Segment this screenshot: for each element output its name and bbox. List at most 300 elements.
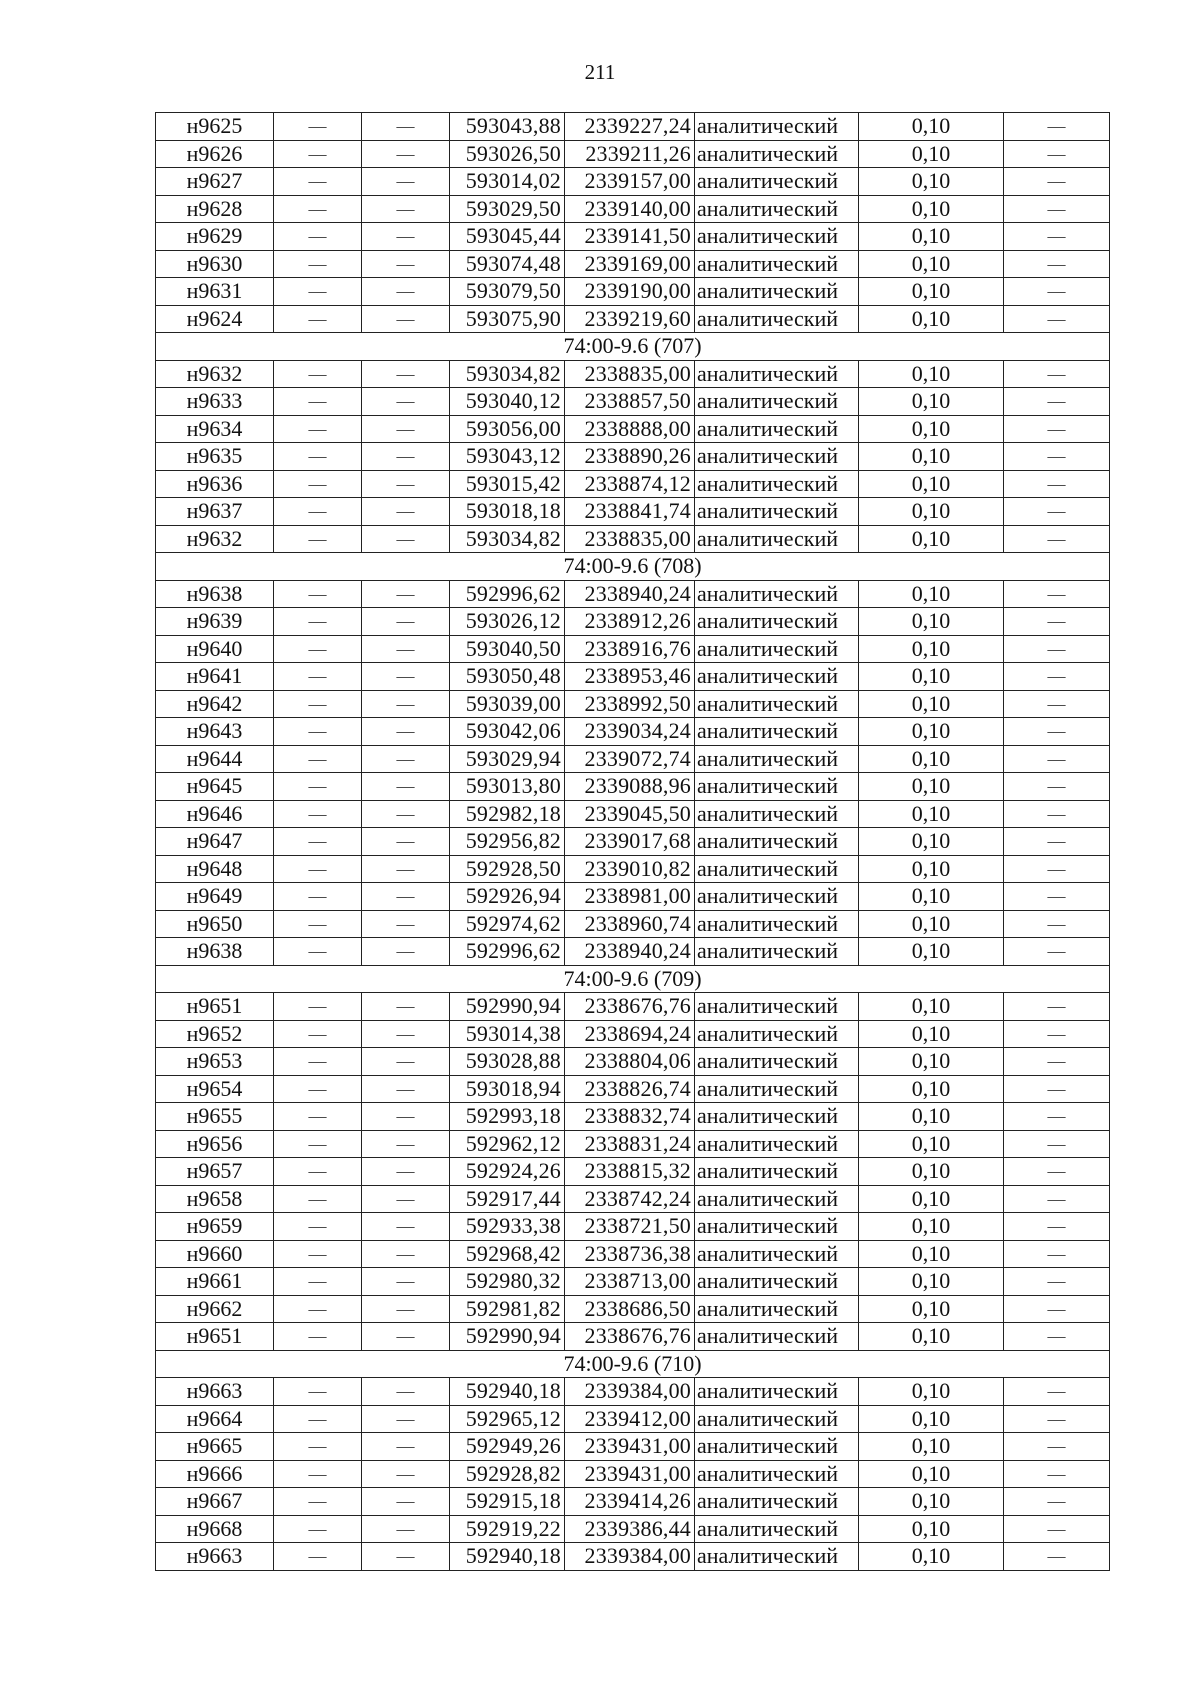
x-coordinate-cell: 592940,18 <box>450 1378 565 1406</box>
section-header-row <box>156 553 1110 581</box>
dash-cell: — <box>362 1020 450 1048</box>
precision-cell: 0,10 <box>859 278 1004 306</box>
y-coordinate-cell: 2338953,46 <box>565 663 695 691</box>
precision-cell: 0,10 <box>859 718 1004 746</box>
page-number: 211 <box>584 60 616 84</box>
dash-cell: — <box>362 635 450 663</box>
dash-cell: — <box>1004 140 1110 168</box>
point-id-cell: н9632 <box>156 525 274 553</box>
y-coordinate-cell: 2339017,68 <box>565 828 695 856</box>
dash-cell: — <box>274 883 362 911</box>
y-coordinate-cell: 2338940,24 <box>565 580 695 608</box>
y-coordinate-cell: 2338841,74 <box>565 498 695 526</box>
precision-cell: 0,10 <box>859 1268 1004 1296</box>
dash-cell: — <box>274 168 362 196</box>
dash-cell: — <box>362 415 450 443</box>
point-id-cell: н9638 <box>156 580 274 608</box>
dash-cell: — <box>274 1103 362 1131</box>
point-id-cell: н9668 <box>156 1515 274 1543</box>
x-coordinate-cell: 593043,12 <box>450 443 565 471</box>
dash-cell: — <box>362 690 450 718</box>
y-coordinate-cell: 2338831,24 <box>565 1130 695 1158</box>
point-id-cell: н9649 <box>156 883 274 911</box>
precision-cell: 0,10 <box>859 250 1004 278</box>
dash-cell: — <box>274 443 362 471</box>
precision-cell: 0,10 <box>859 305 1004 333</box>
dash-cell: — <box>274 140 362 168</box>
point-id-cell: н9654 <box>156 1075 274 1103</box>
dash-cell: — <box>1004 635 1110 663</box>
dash-cell: — <box>1004 470 1110 498</box>
x-coordinate-cell: 592965,12 <box>450 1405 565 1433</box>
dash-cell: — <box>274 828 362 856</box>
x-coordinate-cell: 593029,50 <box>450 195 565 223</box>
dash-cell: — <box>362 993 450 1021</box>
point-id-cell: н9666 <box>156 1460 274 1488</box>
dash-cell: — <box>362 360 450 388</box>
method-cell: аналитический <box>695 938 859 966</box>
x-coordinate-cell: 593028,88 <box>450 1048 565 1076</box>
section-label: 74:00-9.6 (707) <box>156 333 1110 361</box>
x-coordinate-cell: 593014,02 <box>450 168 565 196</box>
dash-cell: — <box>362 195 450 223</box>
x-coordinate-cell: 593074,48 <box>450 250 565 278</box>
method-cell: аналитический <box>695 1543 859 1571</box>
dash-cell: — <box>362 910 450 938</box>
dash-cell: — <box>1004 1213 1110 1241</box>
dash-cell: — <box>362 1158 450 1186</box>
precision-cell: 0,10 <box>859 1020 1004 1048</box>
table-row <box>156 1378 1110 1406</box>
point-id-cell: н9650 <box>156 910 274 938</box>
table-body <box>156 113 1110 1571</box>
dash-cell: — <box>1004 1240 1110 1268</box>
dash-cell: — <box>1004 663 1110 691</box>
table-row <box>156 1130 1110 1158</box>
dash-cell: — <box>362 1295 450 1323</box>
table-row <box>156 1295 1110 1323</box>
x-coordinate-cell: 592928,50 <box>450 855 565 883</box>
method-cell: аналитический <box>695 910 859 938</box>
dash-cell: — <box>274 525 362 553</box>
table-row <box>156 1460 1110 1488</box>
y-coordinate-cell: 2339141,50 <box>565 223 695 251</box>
method-cell: аналитический <box>695 113 859 141</box>
point-id-cell: н9641 <box>156 663 274 691</box>
dash-cell: — <box>1004 443 1110 471</box>
method-cell: аналитический <box>695 1323 859 1351</box>
y-coordinate-cell: 2339034,24 <box>565 718 695 746</box>
dash-cell: — <box>1004 690 1110 718</box>
x-coordinate-cell: 593015,42 <box>450 470 565 498</box>
table-row <box>156 1103 1110 1131</box>
dash-cell: — <box>362 745 450 773</box>
dash-cell: — <box>1004 1323 1110 1351</box>
x-coordinate-cell: 592956,82 <box>450 828 565 856</box>
dash-cell: — <box>274 1515 362 1543</box>
point-id-cell: н9655 <box>156 1103 274 1131</box>
point-id-cell: н9633 <box>156 388 274 416</box>
point-id-cell: н9629 <box>156 223 274 251</box>
dash-cell: — <box>274 223 362 251</box>
x-coordinate-cell: 592917,44 <box>450 1185 565 1213</box>
point-id-cell: н9640 <box>156 635 274 663</box>
dash-cell: — <box>274 1488 362 1516</box>
method-cell: аналитический <box>695 1433 859 1461</box>
point-id-cell: н9628 <box>156 195 274 223</box>
x-coordinate-cell: 592933,38 <box>450 1213 565 1241</box>
method-cell: аналитический <box>695 1268 859 1296</box>
point-id-cell: н9630 <box>156 250 274 278</box>
method-cell: аналитический <box>695 1295 859 1323</box>
dash-cell: — <box>1004 855 1110 883</box>
dash-cell: — <box>1004 938 1110 966</box>
point-id-cell: н9653 <box>156 1048 274 1076</box>
point-id-cell: н9638 <box>156 938 274 966</box>
point-id-cell: н9644 <box>156 745 274 773</box>
dash-cell: — <box>362 663 450 691</box>
precision-cell: 0,10 <box>859 1378 1004 1406</box>
precision-cell: 0,10 <box>859 1048 1004 1076</box>
point-id-cell: н9625 <box>156 113 274 141</box>
dash-cell: — <box>362 1405 450 1433</box>
method-cell: аналитический <box>695 1405 859 1433</box>
precision-cell: 0,10 <box>859 1158 1004 1186</box>
precision-cell: 0,10 <box>859 470 1004 498</box>
dash-cell: — <box>362 608 450 636</box>
y-coordinate-cell: 2338835,00 <box>565 525 695 553</box>
precision-cell: 0,10 <box>859 168 1004 196</box>
dash-cell: — <box>1004 223 1110 251</box>
x-coordinate-cell: 592962,12 <box>450 1130 565 1158</box>
precision-cell: 0,10 <box>859 443 1004 471</box>
method-cell: аналитический <box>695 1130 859 1158</box>
dash-cell: — <box>362 1213 450 1241</box>
dash-cell: — <box>274 663 362 691</box>
dash-cell: — <box>274 1268 362 1296</box>
dash-cell: — <box>362 1460 450 1488</box>
point-id-cell: н9658 <box>156 1185 274 1213</box>
dash-cell: — <box>1004 525 1110 553</box>
method-cell: аналитический <box>695 1240 859 1268</box>
point-id-cell: н9663 <box>156 1378 274 1406</box>
method-cell: аналитический <box>695 883 859 911</box>
method-cell: аналитический <box>695 855 859 883</box>
section-label: 74:00-9.6 (709) <box>156 965 1110 993</box>
dash-cell: — <box>1004 195 1110 223</box>
section-header-row <box>156 965 1110 993</box>
table-row <box>156 580 1110 608</box>
dash-cell: — <box>1004 828 1110 856</box>
dash-cell: — <box>1004 1020 1110 1048</box>
method-cell: аналитический <box>695 415 859 443</box>
dash-cell: — <box>1004 278 1110 306</box>
method-cell: аналитический <box>695 1158 859 1186</box>
precision-cell: 0,10 <box>859 1213 1004 1241</box>
x-coordinate-cell: 592996,62 <box>450 580 565 608</box>
method-cell: аналитический <box>695 250 859 278</box>
table-row <box>156 690 1110 718</box>
x-coordinate-cell: 592915,18 <box>450 1488 565 1516</box>
table-row <box>156 1515 1110 1543</box>
dash-cell: — <box>274 745 362 773</box>
dash-cell: — <box>1004 1185 1110 1213</box>
precision-cell: 0,10 <box>859 1543 1004 1571</box>
dash-cell: — <box>274 993 362 1021</box>
dash-cell: — <box>362 140 450 168</box>
dash-cell: — <box>1004 773 1110 801</box>
dash-cell: — <box>362 1130 450 1158</box>
method-cell: аналитический <box>695 168 859 196</box>
dash-cell: — <box>274 1158 362 1186</box>
method-cell: аналитический <box>695 360 859 388</box>
table-row <box>156 855 1110 883</box>
x-coordinate-cell: 592990,94 <box>450 1323 565 1351</box>
dash-cell: — <box>362 223 450 251</box>
table-row <box>156 745 1110 773</box>
y-coordinate-cell: 2338890,26 <box>565 443 695 471</box>
point-id-cell: н9646 <box>156 800 274 828</box>
method-cell: аналитический <box>695 690 859 718</box>
dash-cell: — <box>274 608 362 636</box>
table-row <box>156 140 1110 168</box>
x-coordinate-cell: 593034,82 <box>450 360 565 388</box>
table-row <box>156 1323 1110 1351</box>
dash-cell: — <box>362 773 450 801</box>
point-id-cell: н9647 <box>156 828 274 856</box>
y-coordinate-cell: 2338960,74 <box>565 910 695 938</box>
dash-cell: — <box>362 1268 450 1296</box>
y-coordinate-cell: 2338857,50 <box>565 388 695 416</box>
x-coordinate-cell: 593079,50 <box>450 278 565 306</box>
dash-cell: — <box>1004 1405 1110 1433</box>
dash-cell: — <box>274 388 362 416</box>
y-coordinate-cell: 2339211,26 <box>565 140 695 168</box>
point-id-cell: н9667 <box>156 1488 274 1516</box>
table-row <box>156 195 1110 223</box>
dash-cell: — <box>362 1048 450 1076</box>
x-coordinate-cell: 593045,44 <box>450 223 565 251</box>
dash-cell: — <box>1004 580 1110 608</box>
table-row <box>156 415 1110 443</box>
dash-cell: — <box>362 1103 450 1131</box>
x-coordinate-cell: 592990,94 <box>450 993 565 1021</box>
table-row <box>156 278 1110 306</box>
table-row <box>156 663 1110 691</box>
y-coordinate-cell: 2338736,38 <box>565 1240 695 1268</box>
table-row <box>156 1020 1110 1048</box>
y-coordinate-cell: 2338676,76 <box>565 993 695 1021</box>
table-row <box>156 1268 1110 1296</box>
dash-cell: — <box>1004 1378 1110 1406</box>
table-row <box>156 1213 1110 1241</box>
point-id-cell: н9626 <box>156 140 274 168</box>
table-row <box>156 498 1110 526</box>
dash-cell: — <box>274 1075 362 1103</box>
precision-cell: 0,10 <box>859 745 1004 773</box>
precision-cell: 0,10 <box>859 883 1004 911</box>
precision-cell: 0,10 <box>859 415 1004 443</box>
y-coordinate-cell: 2339088,96 <box>565 773 695 801</box>
point-id-cell: н9635 <box>156 443 274 471</box>
table-row <box>156 1240 1110 1268</box>
dash-cell: — <box>362 305 450 333</box>
dash-cell: — <box>362 113 450 141</box>
method-cell: аналитический <box>695 663 859 691</box>
dash-cell: — <box>1004 1075 1110 1103</box>
table-row <box>156 1543 1110 1571</box>
dash-cell: — <box>1004 1268 1110 1296</box>
dash-cell: — <box>274 1460 362 1488</box>
dash-cell: — <box>1004 250 1110 278</box>
point-id-cell: н9639 <box>156 608 274 636</box>
dash-cell: — <box>274 1543 362 1571</box>
dash-cell: — <box>274 195 362 223</box>
dash-cell: — <box>274 1130 362 1158</box>
method-cell: аналитический <box>695 828 859 856</box>
y-coordinate-cell: 2338815,32 <box>565 1158 695 1186</box>
dash-cell: — <box>274 250 362 278</box>
precision-cell: 0,10 <box>859 1488 1004 1516</box>
point-id-cell: н9634 <box>156 415 274 443</box>
point-id-cell: н9648 <box>156 855 274 883</box>
method-cell: аналитический <box>695 1378 859 1406</box>
y-coordinate-cell: 2339010,82 <box>565 855 695 883</box>
table-row <box>156 1433 1110 1461</box>
dash-cell: — <box>274 855 362 883</box>
precision-cell: 0,10 <box>859 635 1004 663</box>
x-coordinate-cell: 593056,00 <box>450 415 565 443</box>
dash-cell: — <box>1004 415 1110 443</box>
precision-cell: 0,10 <box>859 1515 1004 1543</box>
point-id-cell: н9662 <box>156 1295 274 1323</box>
table-row <box>156 1158 1110 1186</box>
dash-cell: — <box>1004 993 1110 1021</box>
x-coordinate-cell: 593018,18 <box>450 498 565 526</box>
precision-cell: 0,10 <box>859 855 1004 883</box>
table-row <box>156 223 1110 251</box>
table-row <box>156 113 1110 141</box>
dash-cell: — <box>1004 168 1110 196</box>
table-row <box>156 993 1110 1021</box>
table-row <box>156 305 1110 333</box>
y-coordinate-cell: 2338888,00 <box>565 415 695 443</box>
dash-cell: — <box>1004 360 1110 388</box>
precision-cell: 0,10 <box>859 1075 1004 1103</box>
precision-cell: 0,10 <box>859 773 1004 801</box>
dash-cell: — <box>1004 1433 1110 1461</box>
table-row <box>156 910 1110 938</box>
dash-cell: — <box>1004 718 1110 746</box>
y-coordinate-cell: 2338742,24 <box>565 1185 695 1213</box>
y-coordinate-cell: 2338676,76 <box>565 1323 695 1351</box>
dash-cell: — <box>362 388 450 416</box>
method-cell: аналитический <box>695 1213 859 1241</box>
y-coordinate-cell: 2339219,60 <box>565 305 695 333</box>
dash-cell: — <box>1004 1543 1110 1571</box>
x-coordinate-cell: 593043,88 <box>450 113 565 141</box>
point-id-cell: н9660 <box>156 1240 274 1268</box>
y-coordinate-cell: 2339072,74 <box>565 745 695 773</box>
x-coordinate-cell: 592974,62 <box>450 910 565 938</box>
dash-cell: — <box>362 525 450 553</box>
dash-cell: — <box>274 415 362 443</box>
method-cell: аналитический <box>695 388 859 416</box>
table-row <box>156 1075 1110 1103</box>
dash-cell: — <box>1004 800 1110 828</box>
y-coordinate-cell: 2338832,74 <box>565 1103 695 1131</box>
dash-cell: — <box>274 580 362 608</box>
point-id-cell: н9661 <box>156 1268 274 1296</box>
dash-cell: — <box>362 443 450 471</box>
table-row <box>156 1048 1110 1076</box>
table-row <box>156 443 1110 471</box>
dash-cell: — <box>1004 388 1110 416</box>
dash-cell: — <box>362 1515 450 1543</box>
dash-cell: — <box>274 635 362 663</box>
section-header-row <box>156 1350 1110 1378</box>
point-id-cell: н9665 <box>156 1433 274 1461</box>
dash-cell: — <box>274 1048 362 1076</box>
precision-cell: 0,10 <box>859 388 1004 416</box>
table-row <box>156 773 1110 801</box>
table-row <box>156 470 1110 498</box>
dash-cell: — <box>362 250 450 278</box>
x-coordinate-cell: 592980,32 <box>450 1268 565 1296</box>
point-id-cell: н9659 <box>156 1213 274 1241</box>
precision-cell: 0,10 <box>859 993 1004 1021</box>
dash-cell: — <box>1004 1048 1110 1076</box>
x-coordinate-cell: 593013,80 <box>450 773 565 801</box>
section-header-row <box>156 333 1110 361</box>
point-id-cell: н9657 <box>156 1158 274 1186</box>
dash-cell: — <box>362 828 450 856</box>
x-coordinate-cell: 592996,62 <box>450 938 565 966</box>
y-coordinate-cell: 2338713,00 <box>565 1268 695 1296</box>
dash-cell: — <box>362 855 450 883</box>
x-coordinate-cell: 593026,50 <box>450 140 565 168</box>
x-coordinate-cell: 593026,12 <box>450 608 565 636</box>
method-cell: аналитический <box>695 635 859 663</box>
method-cell: аналитический <box>695 580 859 608</box>
table-row <box>156 608 1110 636</box>
x-coordinate-cell: 592928,82 <box>450 1460 565 1488</box>
point-id-cell: н9651 <box>156 1323 274 1351</box>
point-id-cell: н9636 <box>156 470 274 498</box>
point-id-cell: н9656 <box>156 1130 274 1158</box>
x-coordinate-cell: 592926,94 <box>450 883 565 911</box>
table-row <box>156 718 1110 746</box>
dash-cell: — <box>362 718 450 746</box>
precision-cell: 0,10 <box>859 1130 1004 1158</box>
x-coordinate-cell: 592968,42 <box>450 1240 565 1268</box>
y-coordinate-cell: 2339412,00 <box>565 1405 695 1433</box>
precision-cell: 0,10 <box>859 910 1004 938</box>
method-cell: аналитический <box>695 745 859 773</box>
table-row <box>156 800 1110 828</box>
table-row <box>156 360 1110 388</box>
precision-cell: 0,10 <box>859 580 1004 608</box>
precision-cell: 0,10 <box>859 140 1004 168</box>
method-cell: аналитический <box>695 443 859 471</box>
dash-cell: — <box>274 470 362 498</box>
x-coordinate-cell: 593014,38 <box>450 1020 565 1048</box>
method-cell: аналитический <box>695 1488 859 1516</box>
method-cell: аналитический <box>695 993 859 1021</box>
point-id-cell: н9645 <box>156 773 274 801</box>
point-id-cell: н9642 <box>156 690 274 718</box>
dash-cell: — <box>274 498 362 526</box>
